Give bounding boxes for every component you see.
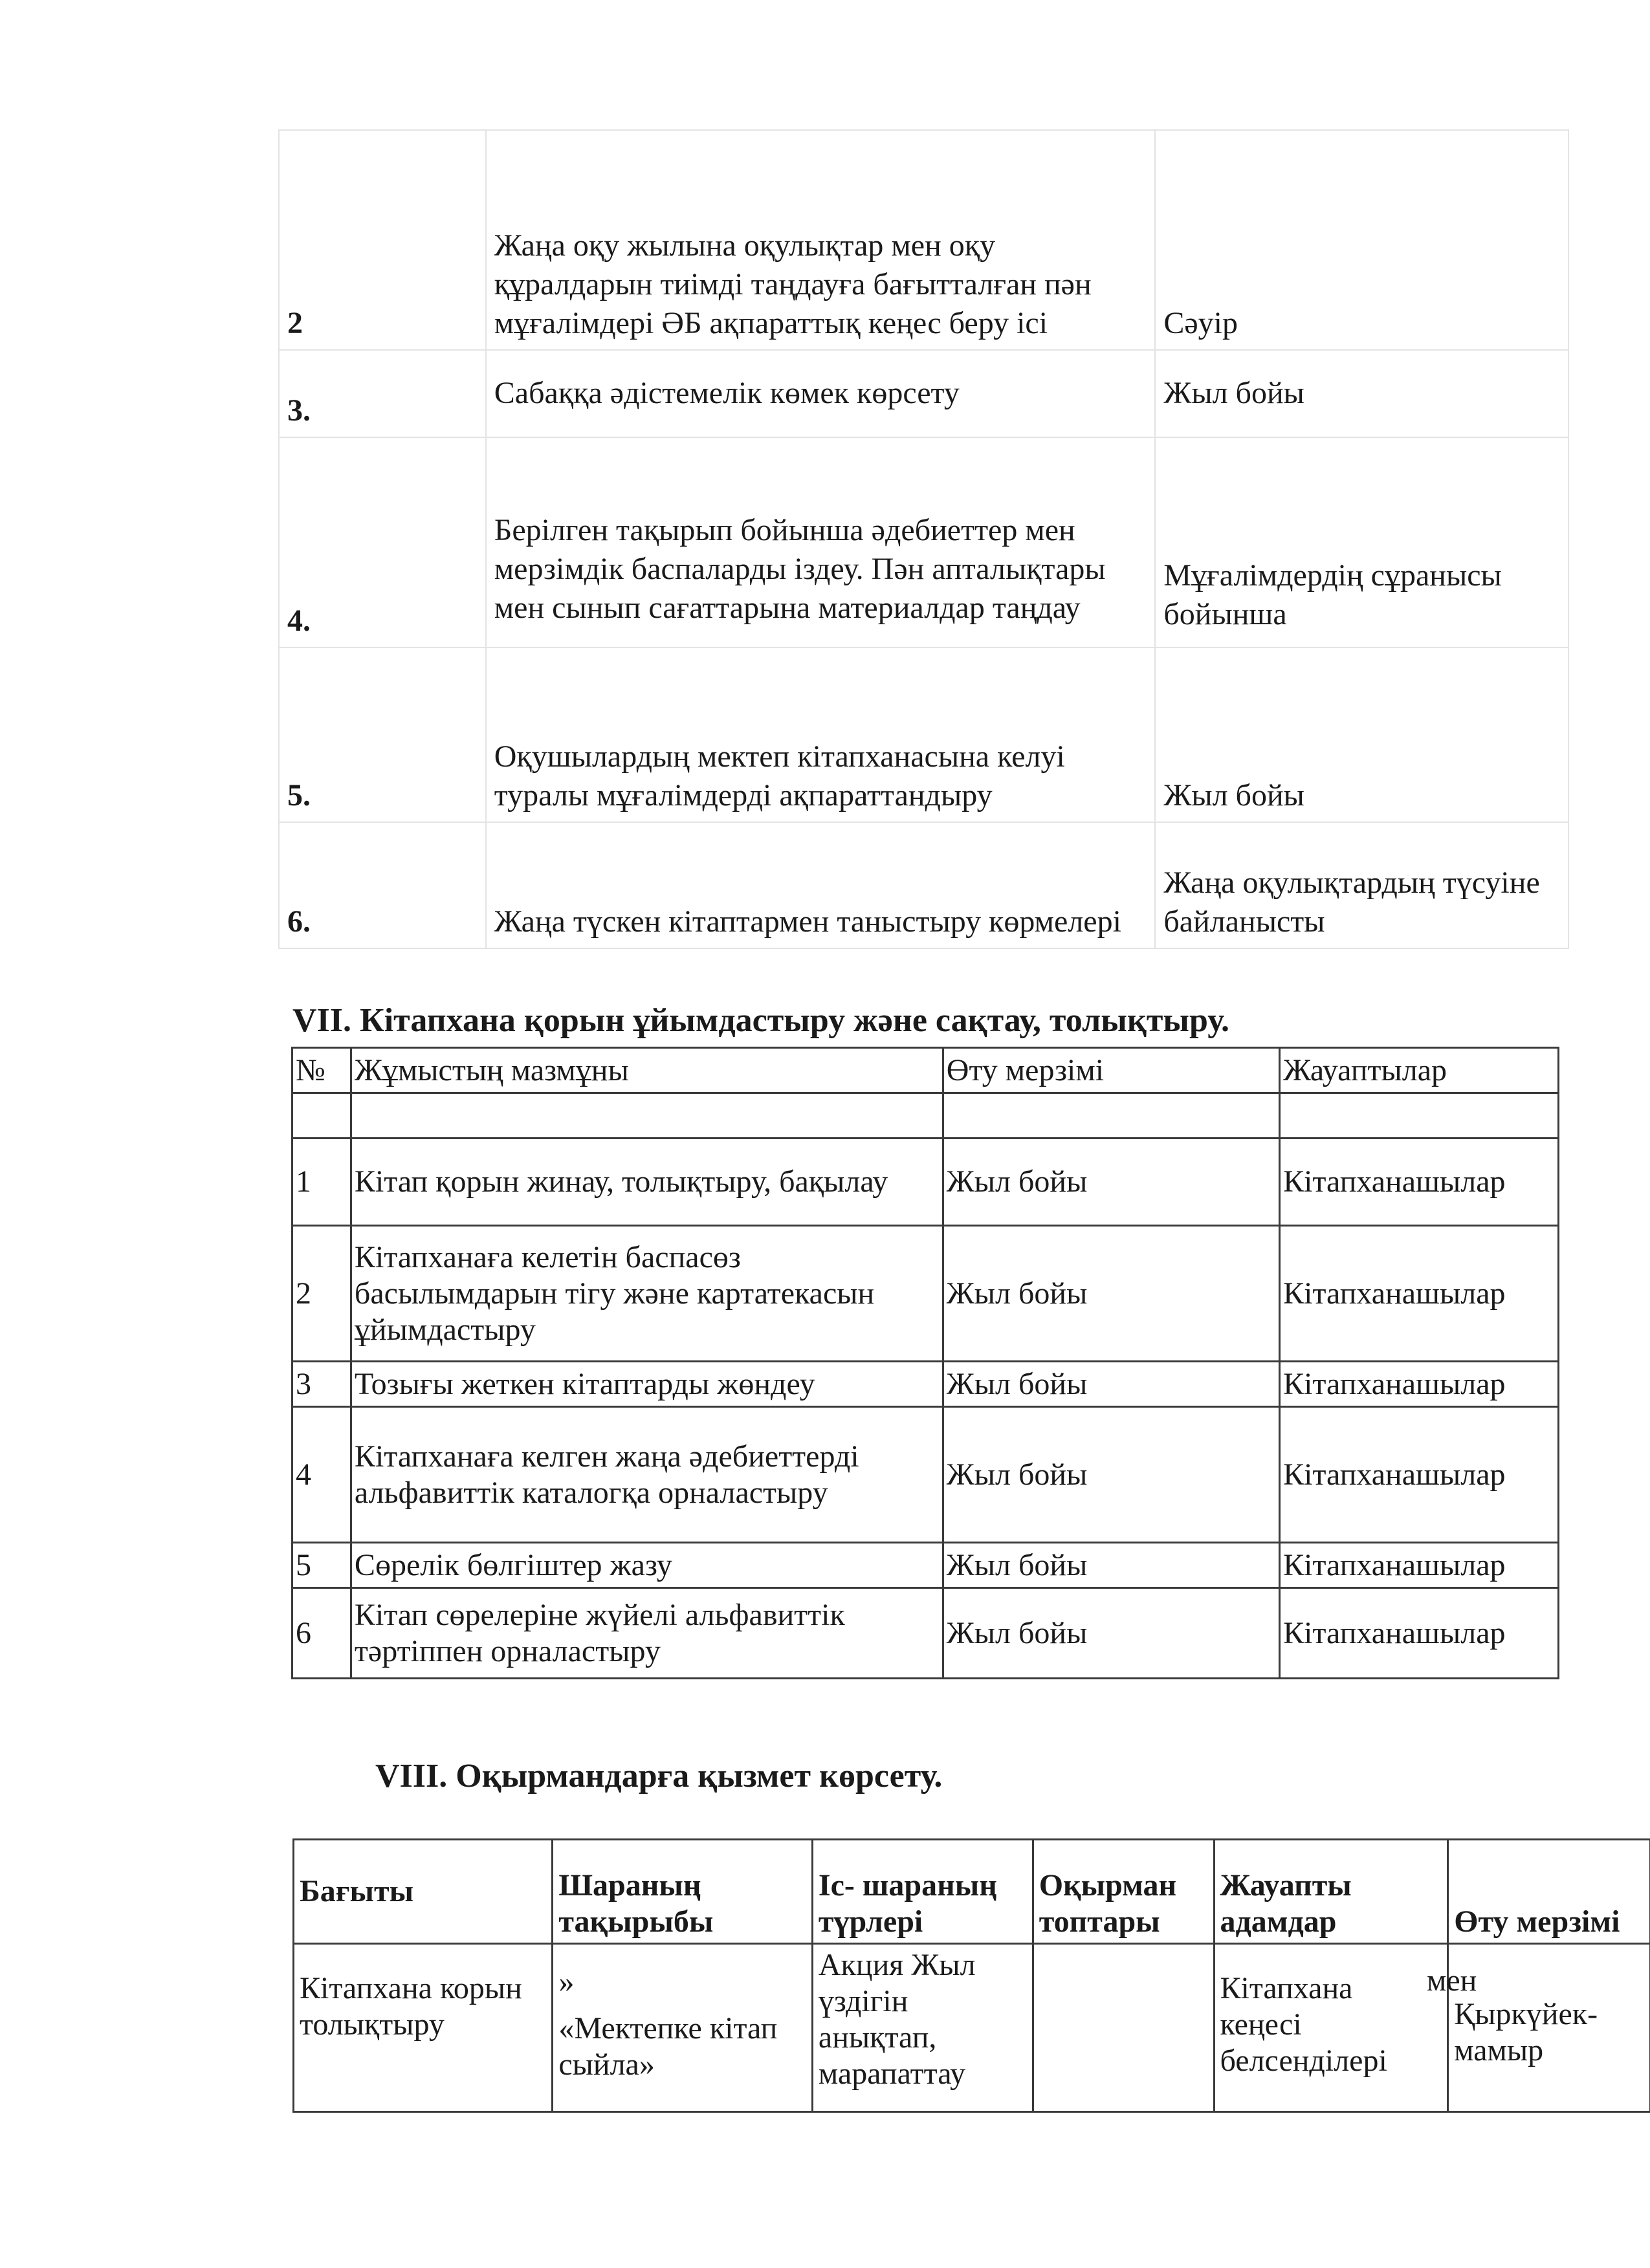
row-responsible	[1214, 1944, 1448, 2112]
row-term: Мұғалімдердің сұранысы бойынша	[1155, 437, 1568, 648]
table-row	[279, 130, 1568, 350]
row-direction: Кітапхана корын толықтыру	[294, 1944, 553, 2112]
row-types: Акция Жыл үздігін анықтап, марапаттау	[812, 1944, 1033, 2112]
row-task: Сабаққа әдістемелік көмек көрсету	[486, 350, 1156, 437]
table-row	[292, 1588, 1559, 1679]
header-responsible: Жауапты адамдар	[1214, 1840, 1448, 1944]
table-row	[292, 1543, 1559, 1588]
row-task: Жаңа түскен кітаптармен таныстыру көрмелері	[486, 822, 1156, 948]
row-number: 5.	[279, 648, 486, 822]
row-term: Жыл бойы	[943, 1588, 1279, 1679]
library-fund-table	[291, 1047, 1559, 1679]
row-number: 1	[292, 1139, 351, 1226]
row-content: Сөрелік бөлгіштер жазу	[351, 1543, 943, 1588]
table-row	[292, 1139, 1559, 1226]
row-task: Жаңа оқу жылына оқулықтар мен оқу құралдарын тиімді таңдауға бағытталған пән мұғалімдері ӘБ ақпараттық кеңес беру ісі	[486, 130, 1156, 350]
row-responsible: Кітапханашылар	[1280, 1407, 1559, 1543]
row-term: Жаңа оқулықтардың түсуіне байланысты	[1155, 822, 1568, 948]
header-content: Жұмыстың мазмұны	[351, 1048, 943, 1093]
table-row	[279, 437, 1568, 648]
row-number: 6.	[279, 822, 486, 948]
row-topic	[553, 1944, 813, 2112]
header-term: Өту мерзімі	[943, 1048, 1279, 1093]
row-responsible: Кітапханашылар	[1280, 1362, 1559, 1407]
header-direction: Бағыты	[294, 1840, 553, 1944]
table-row-empty	[292, 1093, 1559, 1139]
table-row	[292, 1407, 1559, 1543]
row-term: Жыл бойы	[943, 1139, 1279, 1226]
header-types: Іс- шараның түрлері	[812, 1840, 1033, 1944]
header-topic: Шараның тақырыбы	[553, 1840, 813, 1944]
row-term: Жыл бойы	[943, 1543, 1279, 1588]
row-term: Қыркүйек-мамыр	[1448, 1944, 1650, 2112]
row-number: 6	[292, 1588, 351, 1679]
row-content: Тозығы жеткен кітаптарды жөндеу	[351, 1362, 943, 1407]
row-groups	[1033, 1944, 1214, 2112]
row-term: Жыл бойы	[943, 1407, 1279, 1543]
events-table-continuation	[278, 129, 1569, 949]
row-term: Жыл бойы	[943, 1226, 1279, 1362]
row-responsible: Кітапханашылар	[1280, 1543, 1559, 1588]
header-groups: Оқырман топтары	[1033, 1840, 1214, 1944]
table-header-row	[294, 1840, 1650, 1944]
header-term: Өту мерзімі	[1448, 1840, 1650, 1944]
row-number: 4.	[279, 437, 486, 648]
row-number: 3.	[279, 350, 486, 437]
table-row	[279, 822, 1568, 948]
row-responsible: Кітапханашылар	[1280, 1139, 1559, 1226]
row-content: Кітап сөрелеріне жүйелі альфавиттік тәртіппен орналастыру	[351, 1588, 943, 1679]
row-topic-mark: »	[558, 1965, 575, 1999]
table-header-row	[292, 1048, 1559, 1093]
section-7-title: VII. Кітапхана қорын ұйымдастыру және сақтау, толықтыру.	[292, 1002, 1230, 1039]
header-responsible: Жауаптылар	[1280, 1048, 1559, 1093]
row-number: 2	[292, 1226, 351, 1362]
table-row	[279, 350, 1568, 437]
table-row	[292, 1226, 1559, 1362]
row-content: Кітапханаға келетін баспасөз басылымдарын тігу және картатекасын ұйымдастыру	[351, 1226, 943, 1362]
row-responsible-line2: белсенділері	[1220, 2044, 1387, 2078]
row-number: 3	[292, 1362, 351, 1407]
row-responsible-connector: мен	[1427, 1963, 1477, 1998]
row-content: Кітапханаға келген жаңа әдебиеттерді альфавиттік каталогқа орналастыру	[351, 1407, 943, 1543]
row-term: Жыл бойы	[943, 1362, 1279, 1407]
header-number: №	[292, 1048, 351, 1093]
row-responsible: Кітапханашылар	[1280, 1588, 1559, 1679]
row-term: Жыл бойы	[1155, 648, 1568, 822]
section-8-title: VIII. Оқырмандарға қызмет көрсету.	[375, 1758, 943, 1794]
row-responsible: Кітапханашылар	[1280, 1226, 1559, 1362]
row-number: 4	[292, 1407, 351, 1543]
row-responsible-line1: Кітапхана кеңесі	[1220, 1971, 1353, 2042]
row-term: Жыл бойы	[1155, 350, 1568, 437]
table-row	[279, 648, 1568, 822]
row-number: 5	[292, 1543, 351, 1588]
row-term: Сәуір	[1155, 130, 1568, 350]
table-row	[292, 1362, 1559, 1407]
row-topic-text: «Мектепке кітап сыйла»	[558, 2011, 778, 2082]
row-content: Кітап қорын жинау, толықтыру, бақылау	[351, 1139, 943, 1226]
row-task: Оқушылардың мектеп кітапханасына келуі туралы мұғалімдерді ақпараттандыру	[486, 648, 1156, 822]
row-task: Берілген тақырып бойынша әдебиеттер мен мерзімдік баспаларды іздеу. Пән апталықтары мен сынып сағаттарына материалдар таңдау	[486, 437, 1156, 648]
row-number: 2	[279, 130, 486, 350]
